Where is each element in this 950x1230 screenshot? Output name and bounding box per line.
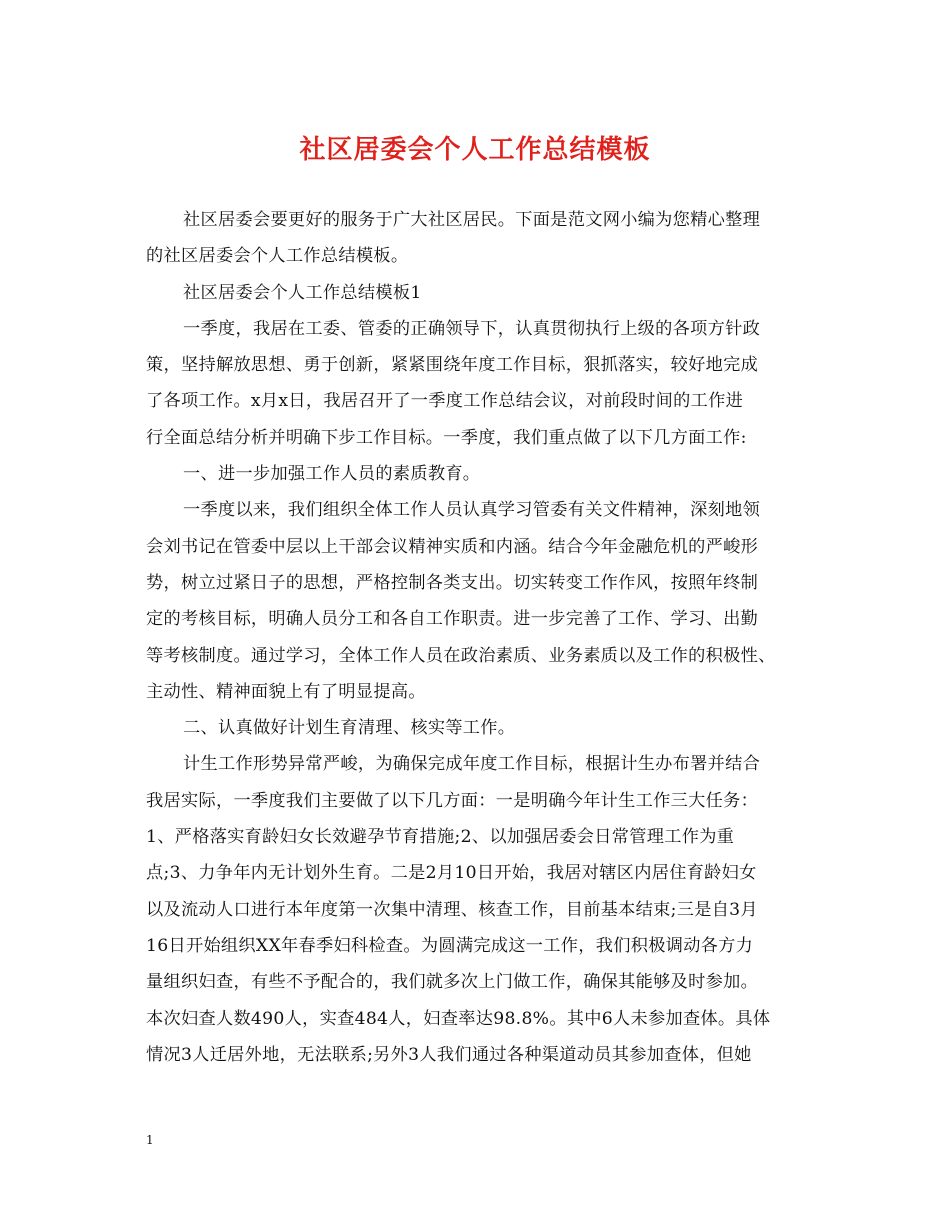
text-line: 本次妇查人数490人，实查484人，妇查率达98.8%。其中6人未参加查体。具体 bbox=[146, 1008, 771, 1029]
text-line: 主动性、精神面貌上有了明显提高。 bbox=[146, 681, 426, 702]
document-title: 社区居委会个人工作总结模板 bbox=[299, 135, 651, 165]
text-line: 16日开始组织XX年春季妇科检查。为圆满完成这一工作，我们积极调动各方力 bbox=[146, 935, 754, 956]
text-line: 计生工作形势异常严峻，为确保完成年度工作目标，根据计生办布署并结合 bbox=[183, 754, 761, 775]
text-line: 会刘书记在管委中层以上干部会议精神实质和内涵。结合今年金融危机的严峻形 bbox=[146, 536, 759, 557]
text-line: 社区居委会个人工作总结模板1 bbox=[183, 282, 422, 303]
text-line: 定的考核目标，明确人员分工和各自工作职责。进一步完善了工作、学习、出勤 bbox=[146, 609, 759, 630]
text-line: 以及流动人口进行本年度第一次集中清理、核查工作，目前基本结束;三是自3月 bbox=[146, 899, 758, 920]
text-line: 策，坚持解放思想、勇于创新，紧紧围绕年度工作目标，狠抓落实，较好地完成 bbox=[146, 355, 759, 376]
text-line: 一季度以来，我们组织全体工作人员认真学习管委有关文件精神，深刻地领 bbox=[183, 500, 761, 521]
text-line: 一、进一步加强工作人员的素质教育。 bbox=[183, 464, 481, 485]
text-line: 1、严格落实育龄妇女长效避孕节育措施;2、以加强居委会日常管理工作为重 bbox=[146, 827, 735, 848]
text-line: 点;3、力争年内无计划外生育。二是2月10日开始，我居对辖区内居住育龄妇女 bbox=[146, 863, 757, 884]
text-line: 的社区居委会个人工作总结模板。 bbox=[146, 246, 409, 267]
text-line: 势，树立过紧日子的思想，严格控制各类支出。切实转变工作作风，按照年终制 bbox=[146, 572, 759, 593]
text-line: 了各项工作。x月x日，我居召开了一季度工作总结会议，对前段时间的工作进 bbox=[146, 391, 744, 412]
text-line: 我居实际，一季度我们主要做了以下几方面：一是明确今年计生工作三大任务： bbox=[146, 790, 759, 811]
text-line: 社区居委会要更好的服务于广大社区居民。下面是范文网小编为您精心整理 bbox=[183, 210, 761, 230]
text-line: 二、认真做好计划生育清理、核实等工作。 bbox=[183, 718, 516, 739]
text-line: 一季度，我居在工委、管委的正确领导下，认真贯彻执行上级的各项方针政 bbox=[183, 318, 761, 339]
text-line: 行全面总结分析并明确下步工作目标。一季度，我们重点做了以下几方面工作: bbox=[146, 427, 747, 448]
page-number: 1 bbox=[146, 1133, 154, 1147]
document-body bbox=[146, 202, 808, 1073]
text-line: 情况3人迁居外地，无法联系;另外3人我们通过各种渠道动员其参加查体，但她 bbox=[146, 1044, 752, 1065]
text-line: 等考核制度。通过学习，全体工作人员在政治素质、业务素质以及工作的积极性、 bbox=[146, 645, 776, 666]
text-line: 量组织妇查，有些不予配合的，我们就多次上门做工作，确保其能够及时参加。 bbox=[146, 972, 759, 993]
